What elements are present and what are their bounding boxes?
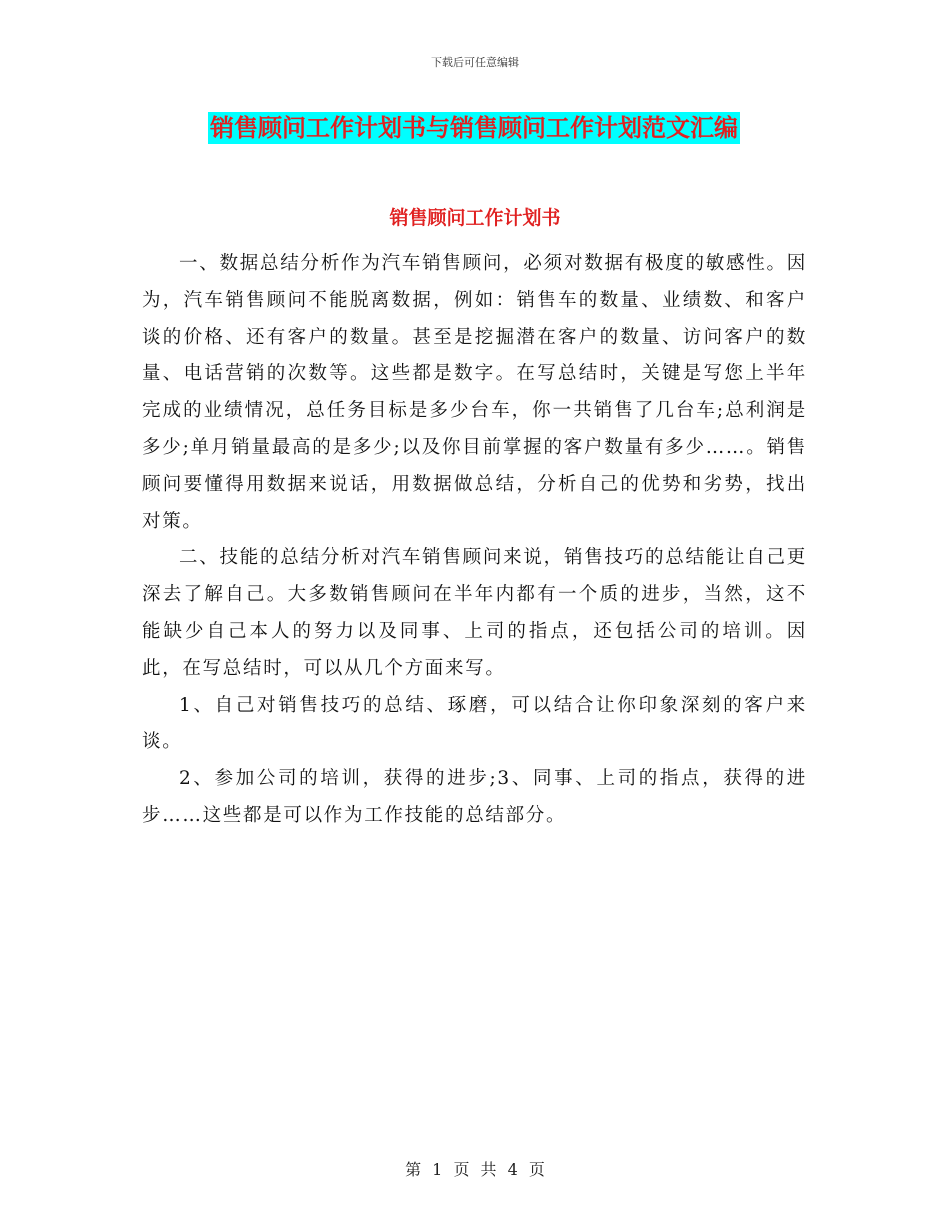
paragraph-data-analysis: 一、数据总结分析作为汽车销售顾问，必须对数据有极度的敏感性。因为，汽车销售顾问不能脱离数据，例如：销售车的数量、业绩数、和客户谈的价格、还有客户的数量。甚至是挖掘潜在客户的数量、访问客户的数量、电话营销的次数等。这些都是数字。在写总结时，关键是写您上半年完成的业绩情况，总任务目标是多少台车，你一共销售了几台车;总利润是多少;单月销量最高的是多少;以及你目前掌握的客户数量有多少……。销售顾问要懂得用数据来说话，用数据做总结，分析自己的优势和劣势，找出对策。 <box>142 253 807 532</box>
page-header-note: 下载后可任意编辑 <box>431 56 519 69</box>
document-main-title: 销售顾问工作计划书与销售顾问工作计划范文汇编 <box>210 114 738 142</box>
paragraph-point-2-3: 2、参加公司的培训，获得的进步;3、同事、上司的指点，获得的进步……这些都是可以作为工作技能的总结部分。 <box>142 768 807 826</box>
page-indicator: 第 1 页 共 4 页 <box>405 1160 545 1179</box>
paragraph-skills-analysis: 二、技能的总结分析对汽车销售顾问来说，销售技巧的总结能让自己更深去了解自己。大多数销售顾问在半年内都有一个质的进步，当然，这不能缺少自己本人的努力以及同事、上司的指点，还包括公司的培训。因此，在写总结时，可以从几个方面来写。 <box>142 547 807 679</box>
paragraph-point-1: 1、自己对销售技巧的总结、琢磨，可以结合让你印象深刻的客户来谈。 <box>142 694 807 753</box>
section-title: 销售顾问工作计划书 <box>389 207 561 229</box>
document-body <box>142 246 807 835</box>
